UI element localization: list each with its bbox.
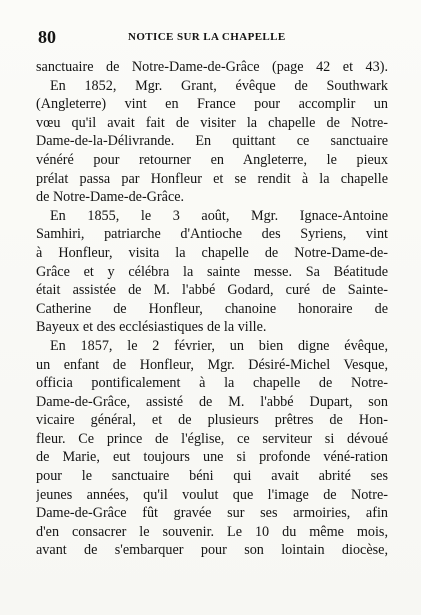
text-line: Dame-de-la-Délivrande. En quittant ce sanctuaire xyxy=(36,133,388,150)
text-line: d'en consacrer le souvenir. Le 10 du même mois, xyxy=(36,523,388,540)
running-head: NOTICE SUR LA CHAPELLE xyxy=(128,31,286,43)
text-line: En 1852, Mgr. Grant, évêque de Southwark xyxy=(50,77,388,94)
text-line: officia pontificalement à la chapelle de Notre- xyxy=(36,375,388,392)
text-line: jeunes années, qu'il voulut que l'image de Notre- xyxy=(36,486,388,503)
text-line: Samhiri, patriarche d'Antioche des Syriens, vint xyxy=(36,226,388,243)
page-number: 80 xyxy=(38,27,56,47)
text-line: un enfant de Honfleur, Mgr. Désiré-Michel Vesque, xyxy=(36,356,388,373)
text-line: Catherine de Honfleur, chanoine honoraire de xyxy=(36,300,388,317)
text-line: de Notre-Dame-de-Grâce. xyxy=(36,189,185,206)
text-line: (Angleterre) vint en France pour accomplir un xyxy=(36,96,388,113)
page-header xyxy=(38,27,390,51)
body-text xyxy=(36,58,388,560)
text-line: vénéré pour retourner en Angleterre, le pieux xyxy=(36,151,388,168)
text-line: à Honfleur, visita la chapelle de Notre-Dame-de- xyxy=(36,244,388,261)
text-line: de Marie, eut toujours une si profonde véné-ration xyxy=(36,449,388,466)
text-line: avant de s'embarquer pour son lointain diocèse, xyxy=(36,542,388,559)
text-line: vœu qu'il avait fait de visiter la chapelle de Notre- xyxy=(36,114,388,131)
text-line: pour le sanctuaire béni qui avait abrité ses xyxy=(36,468,388,485)
text-line: prélat passa par Honfleur et se rendit à la chapelle xyxy=(36,170,388,187)
text-line: sanctuaire de Notre-Dame-de-Grâce (page 42 et 43). xyxy=(36,59,388,75)
text-line: En 1857, le 2 février, un bien digne évêque, xyxy=(50,337,388,354)
text-line: vicaire général, et de plusieurs prêtres de Hon- xyxy=(36,412,388,429)
text-line: En 1855, le 3 août, Mgr. Ignace-Antoine xyxy=(50,207,388,224)
text-line: Bayeux et des ecclésiastiques de la ville. xyxy=(36,319,267,336)
text-line: Dame-de-Grâce, assisté de M. l'abbé Dupart, son xyxy=(36,393,388,410)
text-line: Dame-de-Grâce fût gravée sur ses armoiries, afin xyxy=(36,505,388,522)
text-line: était assistée de M. l'abbé Godard, curé de Sainte- xyxy=(36,282,388,299)
text-line: Grâce et y célébra la sainte messe. Sa Béatitude xyxy=(36,263,388,280)
text-line: fleur. Ce prince de l'église, ce serviteur si dévoué xyxy=(36,430,388,447)
